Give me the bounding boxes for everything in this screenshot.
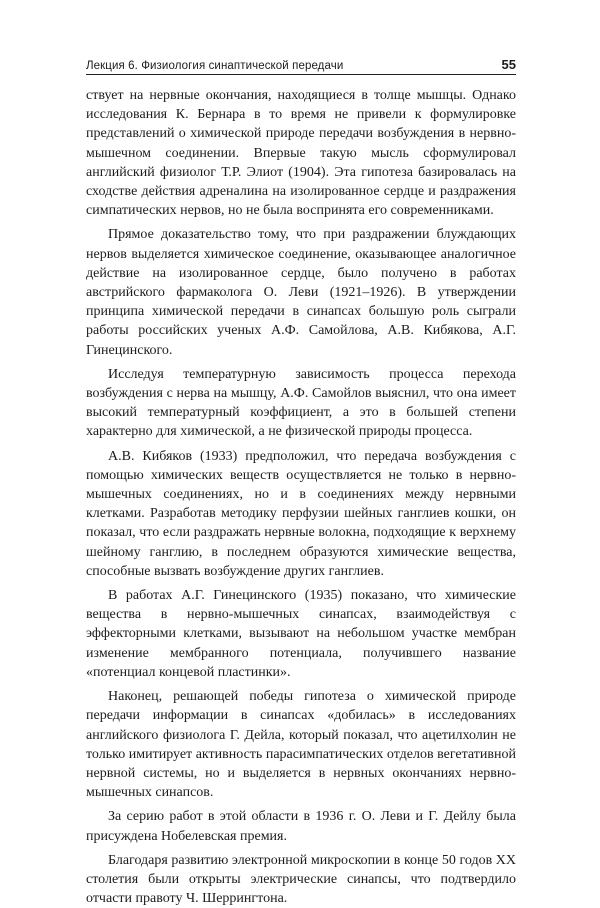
paragraph-2: Прямое доказательство тому, что при раздражении блуждающих нервов выделяется химическое соединение, оказывающее аналогичное действие на изолированное сердце, было получено в работах австрийского фармаколога О. Леви (1921–1926). В утверждении принципа химической передачи в синапсах большую роль сыграли работы российских ученых А.Ф. Самойлова, А.В. Кибякова, А.Г. Гинецинского.	[86, 227, 516, 358]
paragraph-7: За серию работ в этой области в 1936 г. О. Леви и Г. Дейлу была присуждена Нобелевская премия.	[86, 809, 516, 844]
paragraph-6: Наконец, решающей победы гипотеза о химической природе передачи информации в синапсах «добилась» в исследованиях английского физиолога Г. Дейла, который показал, что ацетилхолин не только имитирует активность парасимпатических отделов вегетативной нервной системы, но и выделяется в нервных окончаниях нервно-мышечных синапсов.	[86, 689, 516, 801]
page-body	[86, 86, 516, 908]
paragraph-8: Благодаря развитию электронной микроскопии в конце 50 годов XX столетия были открыты электрические синапсы, что подтвердило отчасти правоту Ч. Шеррингтона.	[86, 852, 516, 907]
paragraph-4: А.В. Кибяков (1933) предположил, что передача возбуждения с помощью химических веществ осуществляется не только в нервно-мышечных соединениях, но и в соединениях между нервными клетками. Разработав методику перфузии шейных ганглиев кошки, он показал, что если раздражать нервные волокна, подходящие к верхнему шейному ганглию, в последнем образуются химические вещества, способные вызвать возбуждение других ганглиев.	[86, 448, 516, 579]
running-title: Лекция 6. Физиология синаптической передачи	[86, 60, 344, 72]
running-header	[86, 50, 516, 72]
paragraph-5: В работах А.Г. Гинецинского (1935) показано, что химические вещества в нервно-мышечных синапсах, взаимодействуя с эффекторными клетками, вызывают на небольшом участке мембран изменение мембранного потенциала, получившего название «потенциал концевой пластинки».	[86, 588, 516, 680]
header-rule	[86, 74, 516, 75]
paragraph-3: Исследуя температурную зависимость процесса перехода возбуждения с нерва на мышцу, А.Ф. Самойлов выяснил, что она имеет высокий температурный коэффициент, а это в большей степени характерно для химической, а не физической природы процесса.	[86, 366, 516, 440]
paragraph-1: ствует на нервные окончания, находящиеся в толще мышцы. Однако исследования К. Бернара в то время не привели к формулировке представлений о химической природе передачи возбуждения в нервно-мышечном соединении. Впервые такую мысль сформулировал английский физиолог Т.Р. Элиот (1904). Эта гипотеза базировалась на сходстве действия адреналина на изолированное сердце и раздражения симпатических нервов, но не была воспринята его современниками.	[86, 88, 516, 219]
page-number: 55	[501, 57, 516, 72]
